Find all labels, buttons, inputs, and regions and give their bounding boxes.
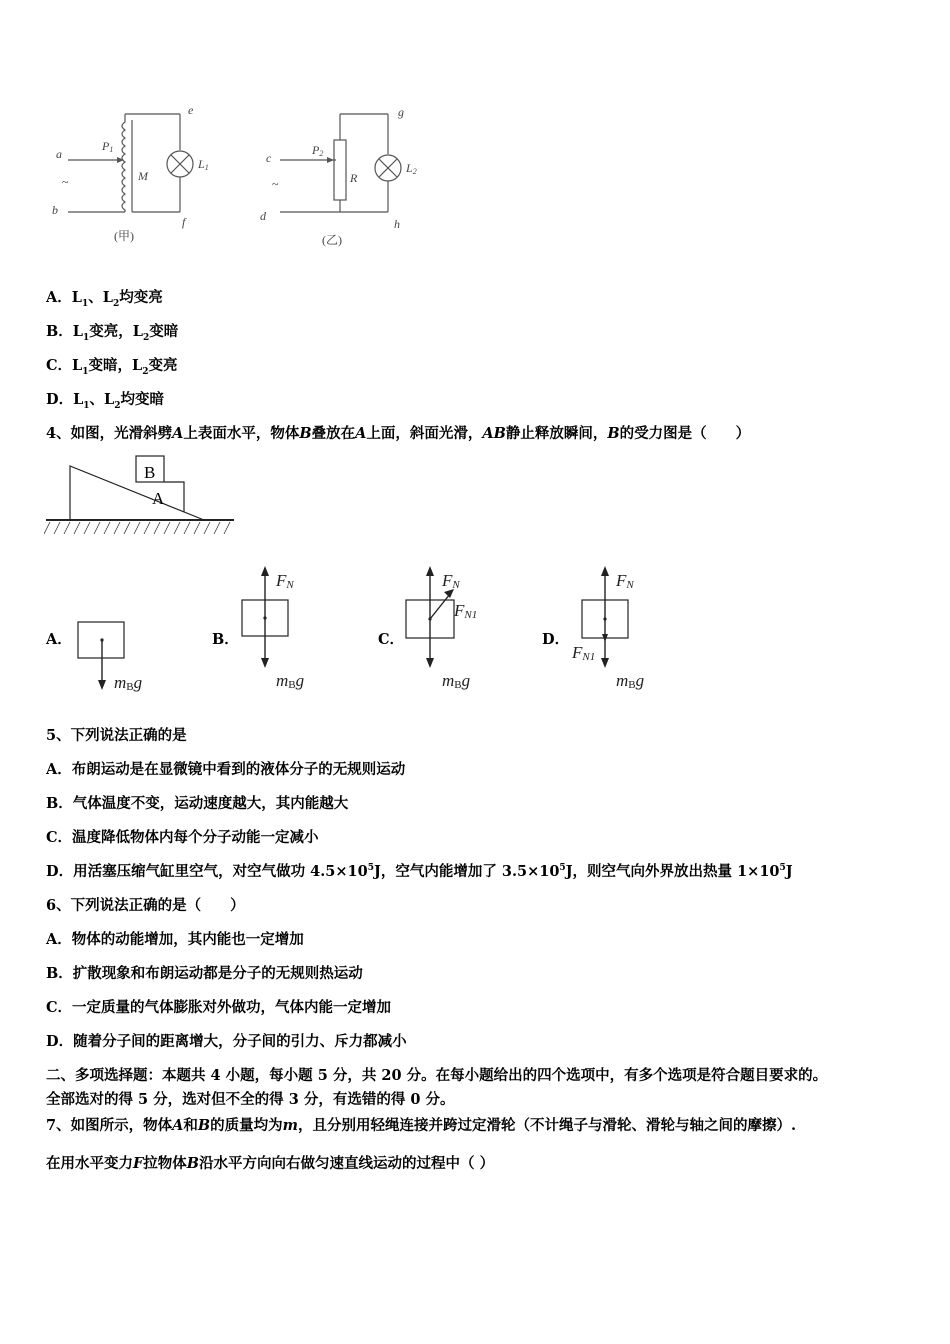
svg-text:R: R	[350, 171, 358, 185]
svg-text:~: ~	[272, 177, 279, 191]
q3-option-d: D．$L_1$、$L_2$均变暗	[46, 391, 165, 411]
svg-text:a: a	[56, 147, 62, 161]
q3-option-c: C．$L_1$变暗，$L_2$变亮	[46, 357, 178, 377]
svg-text:P1: P1	[102, 139, 114, 154]
q5-option-d: D．用活塞压缩气缸里空气，对空气做功 $4.5\times 10^5J$，空气内能增加了 $3.5\times 10^5J$，则空气向外界放出热量 $1\times 10^5J$	[46, 863, 793, 880]
q5-stem: 5、下列说法正确的是	[46, 727, 187, 744]
circuit-figure	[40, 100, 440, 250]
svg-text:M: M	[138, 169, 148, 183]
q7-stem-line1: 7、如图所示，物体A和B的质量均为m，且分别用轻绳连接并跨过定滑轮（不计绳子与滑轮、滑轮与轴之间的摩擦）.	[46, 1117, 797, 1134]
q5-option-b: B．气体温度不变，运动速度越大，其内能越大	[46, 795, 349, 812]
q4-stem: 4、如图，光滑斜劈A上表面水平，物体B叠放在A上面，斜面光滑，AB静止释放瞬间，B的受力图是（ ）	[46, 425, 751, 442]
q4-option-b-diagram	[236, 562, 336, 694]
q7-stem-line2: 在用水平变力F拉物体B沿水平方向向右做匀速直线运动的过程中（ ）	[46, 1155, 495, 1172]
q4-option-a-letter: A．	[46, 631, 72, 648]
svg-text:L1: L1	[198, 157, 209, 172]
svg-text:c: c	[266, 151, 272, 165]
q4-option-a-diagram	[72, 614, 162, 694]
q4-option-c-diagram	[402, 562, 512, 694]
q6-option-c: C．一定质量的气体膨胀对外做功，气体内能一定增加	[46, 999, 392, 1016]
q4-option-b-letter: B．	[212, 631, 239, 648]
svg-text:FN: FN	[276, 571, 294, 591]
svg-text:h: h	[394, 217, 400, 231]
svg-text:g: g	[398, 105, 404, 119]
svg-text:mBg: mBg	[616, 671, 645, 691]
q3-option-a: A．$L_1$、$L_2$均变亮	[46, 289, 163, 309]
svg-text:mBg: mBg	[442, 671, 471, 691]
svg-text:b: b	[52, 203, 58, 217]
svg-text:L2: L2	[406, 161, 417, 176]
q3-option-b: B．$L_1$变亮，$L_2$变暗	[46, 323, 179, 343]
section2-note: 全部选对的得 5 分，选对但不全的得 3 分，有选错的得 0 分。	[46, 1091, 455, 1108]
q6-option-d: D．随着分子间的距离增大，分子间的引力、斥力都减小	[46, 1033, 407, 1050]
svg-text:P2: P2	[312, 143, 324, 158]
q6-stem: 6、下列说法正确的是（ ）	[46, 897, 245, 914]
svg-text:FN: FN	[616, 571, 634, 591]
svg-text:B: B	[144, 463, 156, 482]
svg-text:(甲): (甲)	[114, 229, 134, 243]
svg-text:~: ~	[62, 175, 69, 189]
q4-option-d-letter: D．	[542, 631, 570, 648]
q5-option-c: C．温度降低物体内每个分子动能一定减小	[46, 829, 319, 846]
q4-option-c-letter: C．	[378, 631, 405, 648]
q6-option-b: B．扩散现象和布朗运动都是分子的无规则热运动	[46, 965, 363, 982]
svg-text:FN1: FN1	[454, 601, 478, 621]
svg-text:f: f	[182, 215, 186, 229]
q4-option-d-diagram	[568, 562, 678, 694]
svg-text:mBg: mBg	[114, 673, 143, 693]
svg-text:e: e	[188, 103, 194, 117]
svg-text:d: d	[260, 209, 266, 223]
svg-text:FN: FN	[442, 571, 460, 591]
svg-text:A: A	[152, 489, 165, 508]
svg-text:mBg: mBg	[276, 671, 305, 691]
q5-option-a: A．布朗运动是在显微镜中看到的液体分子的无规则运动	[46, 761, 406, 778]
svg-text:(乙): (乙)	[322, 233, 342, 247]
q6-option-a: A．物体的动能增加，其内能也一定增加	[46, 931, 304, 948]
wedge-figure	[44, 452, 240, 538]
section2-heading: 二、多项选择题：本题共 4 小题，每小题 5 分，共 20 分。在每小题给出的四个选项中，有多个选项是符合题目要求的。	[46, 1067, 828, 1084]
svg-text:FN1: FN1	[572, 643, 596, 663]
